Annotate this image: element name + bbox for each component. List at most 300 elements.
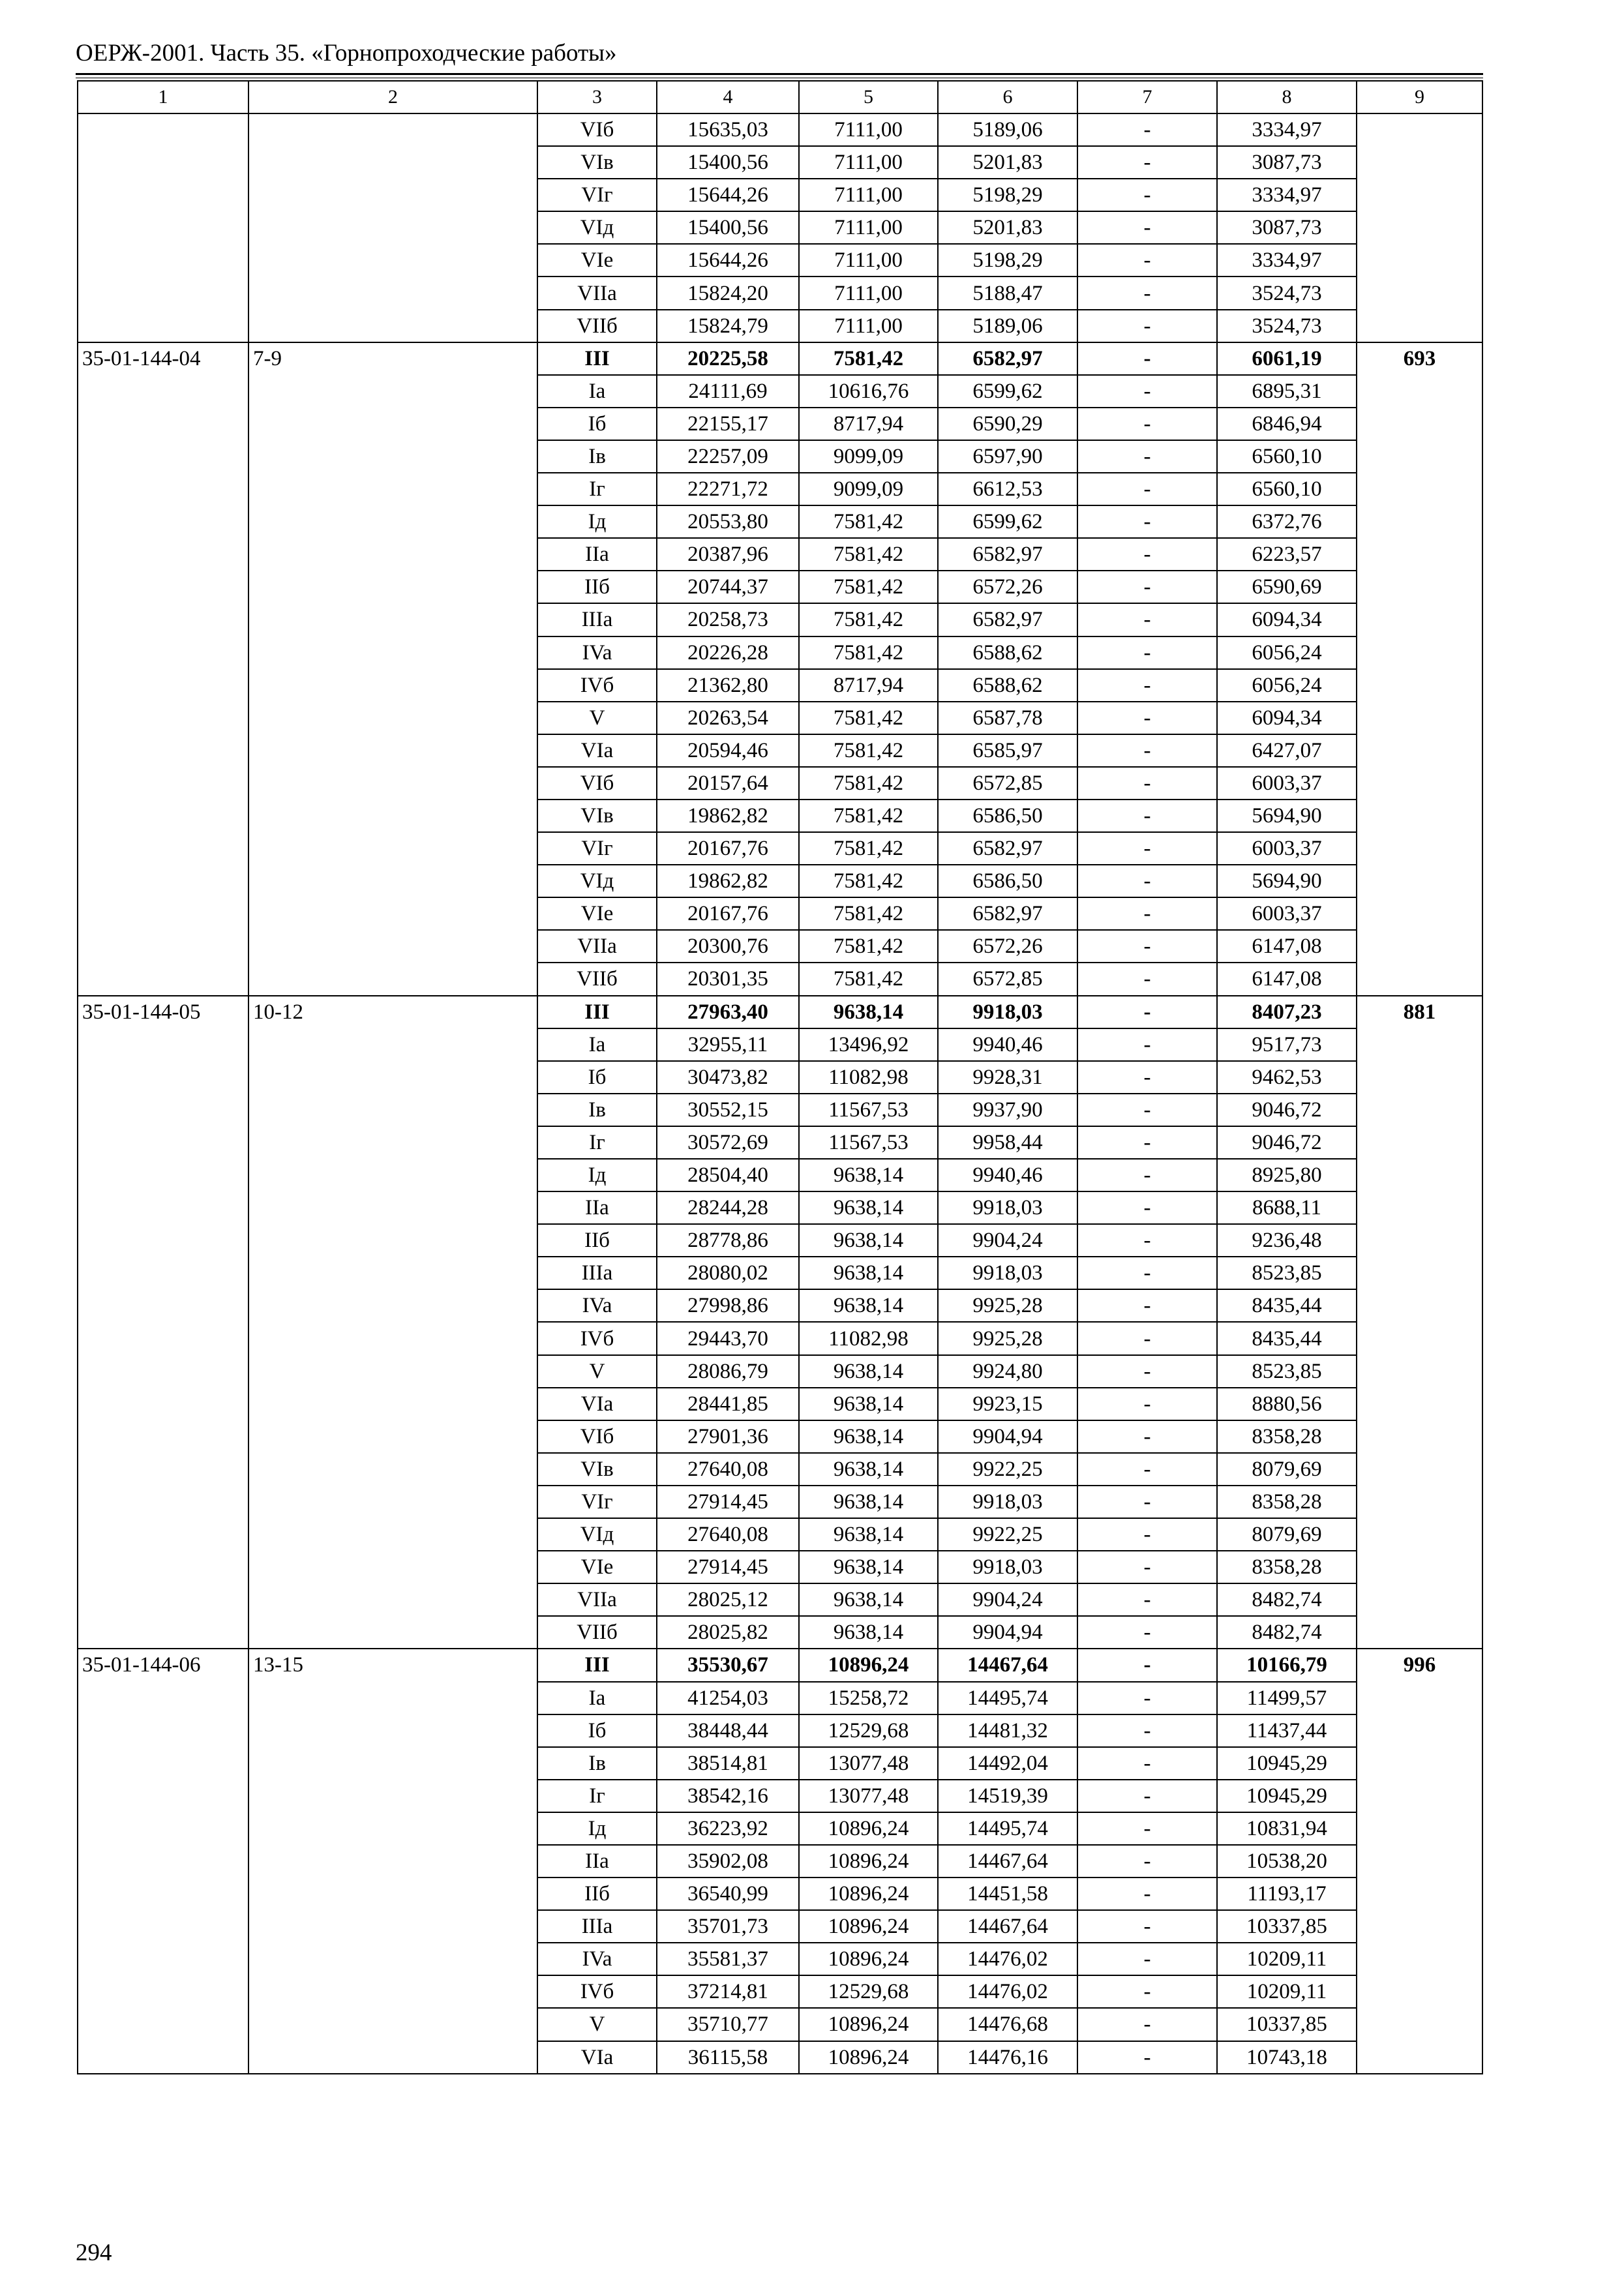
- row-class-cell: IIIa: [537, 1257, 657, 1289]
- col5-cell: 10896,24: [799, 1878, 938, 1910]
- col5-cell: 7581,42: [799, 963, 938, 995]
- col6-cell: 9918,03: [938, 1486, 1077, 1518]
- col5-cell: 12529,68: [799, 1714, 938, 1747]
- col6-cell: 9937,90: [938, 1094, 1077, 1126]
- row-class-cell: IVa: [537, 636, 657, 669]
- col6-cell: 6572,85: [938, 963, 1077, 995]
- row-class-cell: IIIa: [537, 603, 657, 636]
- col4-cell: 28025,12: [657, 1583, 799, 1616]
- col6-cell: 14467,64: [938, 1910, 1077, 1943]
- col7-cell: -: [1077, 1616, 1217, 1649]
- row-class-cell: VIб: [537, 1420, 657, 1453]
- col6-cell: 6588,62: [938, 636, 1077, 669]
- col6-cell: 5201,83: [938, 211, 1077, 244]
- col6-cell: 9922,25: [938, 1453, 1077, 1486]
- col7-cell: -: [1077, 1845, 1217, 1878]
- col4-cell: 28025,82: [657, 1616, 799, 1649]
- col4-cell: 20167,76: [657, 832, 799, 865]
- row-class-cell: VIд: [537, 865, 657, 897]
- col8-cell: 8523,85: [1217, 1355, 1357, 1388]
- col4-cell: 27914,45: [657, 1551, 799, 1583]
- col6-cell: 9918,03: [938, 1551, 1077, 1583]
- col5-cell: 9638,14: [799, 1551, 938, 1583]
- row-class-cell: IIa: [537, 1845, 657, 1878]
- col4-cell: 19862,82: [657, 800, 799, 832]
- row-class-cell: VIIб: [537, 963, 657, 995]
- col6-cell: 6597,90: [938, 440, 1077, 473]
- col6-cell: 14476,68: [938, 2008, 1077, 2041]
- col4-cell: 15824,79: [657, 310, 799, 342]
- row-class-cell: III: [537, 1649, 657, 1681]
- row-class-cell: Iг: [537, 1126, 657, 1159]
- col4-cell: 15644,26: [657, 244, 799, 277]
- row-class-cell: VIв: [537, 1453, 657, 1486]
- col8-cell: 8407,23: [1217, 996, 1357, 1028]
- col8-cell: 9046,72: [1217, 1094, 1357, 1126]
- col5-cell: 9638,14: [799, 1486, 938, 1518]
- col7-cell: -: [1077, 1322, 1217, 1354]
- row-class-cell: Iд: [537, 505, 657, 538]
- row-class-cell: V: [537, 702, 657, 734]
- column-number-row: [78, 81, 1482, 113]
- col8-cell: 6147,08: [1217, 930, 1357, 963]
- col7-cell: -: [1077, 244, 1217, 277]
- col6-cell: 14467,64: [938, 1649, 1077, 1681]
- col6-cell: 14519,39: [938, 1780, 1077, 1812]
- row-code-cell: [78, 113, 248, 342]
- col8-cell: 10945,29: [1217, 1747, 1357, 1780]
- col8-cell: 6003,37: [1217, 832, 1357, 865]
- col5-cell: 9638,14: [799, 1355, 938, 1388]
- col7-cell: -: [1077, 800, 1217, 832]
- col5-cell: 13077,48: [799, 1780, 938, 1812]
- col8-cell: 10743,18: [1217, 2041, 1357, 2074]
- col7-cell: -: [1077, 113, 1217, 146]
- row-class-cell: III: [537, 342, 657, 375]
- col8-cell: 8435,44: [1217, 1289, 1357, 1322]
- col5-cell: 9638,14: [799, 996, 938, 1028]
- col4-cell: 20744,37: [657, 571, 799, 603]
- row-class-cell: IVб: [537, 669, 657, 702]
- col7-cell: -: [1077, 1551, 1217, 1583]
- col6-cell: 6587,78: [938, 702, 1077, 734]
- col7-cell: -: [1077, 1812, 1217, 1845]
- col5-cell: 7111,00: [799, 244, 938, 277]
- row-range-cell: 13-15: [248, 1649, 537, 2073]
- row-class-cell: VIa: [537, 1388, 657, 1420]
- col8-cell: 8482,74: [1217, 1583, 1357, 1616]
- col5-cell: 7581,42: [799, 734, 938, 767]
- col4-cell: 38448,44: [657, 1714, 799, 1747]
- table-row: [78, 342, 1482, 375]
- row-class-cell: VIIa: [537, 277, 657, 309]
- col8-cell: 3334,97: [1217, 179, 1357, 211]
- row-code-cell: 35-01-144-04: [78, 342, 248, 996]
- col5-cell: 7581,42: [799, 865, 938, 897]
- col7-cell: -: [1077, 832, 1217, 865]
- row-class-cell: IVa: [537, 1289, 657, 1322]
- col7-cell: -: [1077, 1649, 1217, 1681]
- col7-cell: -: [1077, 408, 1217, 440]
- col4-cell: 24111,69: [657, 375, 799, 408]
- row-range-cell: 7-9: [248, 342, 537, 996]
- col6-cell: 6572,26: [938, 571, 1077, 603]
- col5-cell: 13077,48: [799, 1747, 938, 1780]
- col7-cell: -: [1077, 669, 1217, 702]
- col8-cell: 8358,28: [1217, 1486, 1357, 1518]
- row-class-cell: IVб: [537, 1975, 657, 2008]
- col6-cell: 14476,02: [938, 1943, 1077, 1975]
- row-class-cell: Iв: [537, 1094, 657, 1126]
- column-number: 1: [78, 81, 248, 113]
- col6-cell: 6582,97: [938, 897, 1077, 930]
- col6-cell: 6572,26: [938, 930, 1077, 963]
- col4-cell: 35701,73: [657, 1910, 799, 1943]
- col6-cell: 9922,25: [938, 1518, 1077, 1551]
- col8-cell: 6094,34: [1217, 603, 1357, 636]
- col5-cell: 9638,14: [799, 1289, 938, 1322]
- col8-cell: 9236,48: [1217, 1224, 1357, 1257]
- row-class-cell: IIб: [537, 1224, 657, 1257]
- row-class-cell: VIe: [537, 244, 657, 277]
- row-class-cell: III: [537, 996, 657, 1028]
- col5-cell: 9638,14: [799, 1583, 938, 1616]
- col4-cell: 38542,16: [657, 1780, 799, 1812]
- col7-cell: -: [1077, 1126, 1217, 1159]
- col8-cell: 8482,74: [1217, 1616, 1357, 1649]
- column-number: 3: [537, 81, 657, 113]
- col6-cell: 14481,32: [938, 1714, 1077, 1747]
- row-code-cell: 35-01-144-05: [78, 996, 248, 1649]
- col6-cell: 6588,62: [938, 669, 1077, 702]
- col6-cell: 14451,58: [938, 1878, 1077, 1910]
- row-class-cell: VIa: [537, 2041, 657, 2074]
- column-number: 5: [799, 81, 938, 113]
- col8-cell: 11499,57: [1217, 1682, 1357, 1714]
- row-class-cell: VIe: [537, 897, 657, 930]
- col7-cell: -: [1077, 1747, 1217, 1780]
- col8-cell: 3334,97: [1217, 113, 1357, 146]
- col8-cell: 8079,69: [1217, 1518, 1357, 1551]
- col7-cell: -: [1077, 1714, 1217, 1747]
- col5-cell: 7581,42: [799, 897, 938, 930]
- col7-cell: -: [1077, 505, 1217, 538]
- col4-cell: 36540,99: [657, 1878, 799, 1910]
- col4-cell: 35530,67: [657, 1649, 799, 1681]
- table-row: [78, 113, 1482, 146]
- col7-cell: -: [1077, 1583, 1217, 1616]
- col4-cell: 20301,35: [657, 963, 799, 995]
- row-class-cell: VIб: [537, 113, 657, 146]
- col4-cell: 22257,09: [657, 440, 799, 473]
- col8-cell: 9462,53: [1217, 1061, 1357, 1094]
- row-class-cell: VIд: [537, 1518, 657, 1551]
- row-class-cell: IIa: [537, 1191, 657, 1224]
- column-number: 6: [938, 81, 1077, 113]
- col6-cell: 5189,06: [938, 310, 1077, 342]
- col8-cell: 3524,73: [1217, 277, 1357, 309]
- col4-cell: 15824,20: [657, 277, 799, 309]
- col4-cell: 28244,28: [657, 1191, 799, 1224]
- col4-cell: 20263,54: [657, 702, 799, 734]
- row-class-cell: Iб: [537, 1061, 657, 1094]
- col8-cell: 8079,69: [1217, 1453, 1357, 1486]
- col7-cell: -: [1077, 211, 1217, 244]
- col5-cell: 10896,24: [799, 1845, 938, 1878]
- col8-cell: 8688,11: [1217, 1191, 1357, 1224]
- col5-cell: 10896,24: [799, 1812, 938, 1845]
- col5-cell: 7581,42: [799, 767, 938, 800]
- col4-cell: 21362,80: [657, 669, 799, 702]
- col7-cell: -: [1077, 702, 1217, 734]
- col6-cell: 9904,24: [938, 1583, 1077, 1616]
- col6-cell: 5201,83: [938, 146, 1077, 179]
- col7-cell: -: [1077, 996, 1217, 1028]
- col6-cell: 9940,46: [938, 1028, 1077, 1061]
- col6-cell: 5198,29: [938, 244, 1077, 277]
- row-col9-cell: 996: [1357, 1649, 1482, 2073]
- col7-cell: -: [1077, 1878, 1217, 1910]
- col4-cell: 27640,08: [657, 1518, 799, 1551]
- col4-cell: 15400,56: [657, 146, 799, 179]
- col8-cell: 6560,10: [1217, 473, 1357, 505]
- row-class-cell: VIб: [537, 767, 657, 800]
- col8-cell: 6094,34: [1217, 702, 1357, 734]
- col8-cell: 9046,72: [1217, 1126, 1357, 1159]
- col4-cell: 30572,69: [657, 1126, 799, 1159]
- col4-cell: 20258,73: [657, 603, 799, 636]
- col5-cell: 7581,42: [799, 930, 938, 963]
- col4-cell: 35710,77: [657, 2008, 799, 2041]
- col4-cell: 28504,40: [657, 1159, 799, 1191]
- col6-cell: 6582,97: [938, 342, 1077, 375]
- header-rule-thick: [76, 73, 1483, 75]
- col7-cell: -: [1077, 2041, 1217, 2074]
- col5-cell: 7111,00: [799, 310, 938, 342]
- col5-cell: 10616,76: [799, 375, 938, 408]
- col4-cell: 37214,81: [657, 1975, 799, 2008]
- col4-cell: 20225,58: [657, 342, 799, 375]
- col6-cell: 6586,50: [938, 800, 1077, 832]
- col6-cell: 6586,50: [938, 865, 1077, 897]
- rates-table: [77, 80, 1483, 2074]
- col8-cell: 9517,73: [1217, 1028, 1357, 1061]
- col6-cell: 6599,62: [938, 505, 1077, 538]
- row-class-cell: Iг: [537, 473, 657, 505]
- column-number: 4: [657, 81, 799, 113]
- col8-cell: 3524,73: [1217, 310, 1357, 342]
- row-class-cell: Iв: [537, 440, 657, 473]
- col4-cell: 28086,79: [657, 1355, 799, 1388]
- col4-cell: 27963,40: [657, 996, 799, 1028]
- col8-cell: 8880,56: [1217, 1388, 1357, 1420]
- col7-cell: -: [1077, 1388, 1217, 1420]
- col7-cell: -: [1077, 1191, 1217, 1224]
- col5-cell: 9638,14: [799, 1388, 938, 1420]
- col7-cell: -: [1077, 342, 1217, 375]
- col7-cell: -: [1077, 1257, 1217, 1289]
- col8-cell: 10538,20: [1217, 1845, 1357, 1878]
- col8-cell: 5694,90: [1217, 800, 1357, 832]
- col5-cell: 7111,00: [799, 211, 938, 244]
- row-class-cell: IIб: [537, 1878, 657, 1910]
- col4-cell: 38514,81: [657, 1747, 799, 1780]
- col6-cell: 9904,94: [938, 1420, 1077, 1453]
- col5-cell: 10896,24: [799, 1649, 938, 1681]
- col4-cell: 35581,37: [657, 1943, 799, 1975]
- col7-cell: -: [1077, 1943, 1217, 1975]
- col5-cell: 10896,24: [799, 1943, 938, 1975]
- col7-cell: -: [1077, 1780, 1217, 1812]
- col4-cell: 27998,86: [657, 1289, 799, 1322]
- col6-cell: 14467,64: [938, 1845, 1077, 1878]
- col6-cell: 14492,04: [938, 1747, 1077, 1780]
- col8-cell: 6003,37: [1217, 897, 1357, 930]
- col5-cell: 7581,42: [799, 800, 938, 832]
- col7-cell: -: [1077, 2008, 1217, 2041]
- row-class-cell: VIг: [537, 1486, 657, 1518]
- col4-cell: 22155,17: [657, 408, 799, 440]
- col4-cell: 32955,11: [657, 1028, 799, 1061]
- col8-cell: 6061,19: [1217, 342, 1357, 375]
- col8-cell: 10945,29: [1217, 1780, 1357, 1812]
- row-class-cell: VIIб: [537, 1616, 657, 1649]
- col8-cell: 10831,94: [1217, 1812, 1357, 1845]
- col4-cell: 20594,46: [657, 734, 799, 767]
- col8-cell: 6846,94: [1217, 408, 1357, 440]
- col5-cell: 7111,00: [799, 113, 938, 146]
- col5-cell: 7581,42: [799, 702, 938, 734]
- row-class-cell: VIг: [537, 179, 657, 211]
- column-number: 9: [1357, 81, 1482, 113]
- col5-cell: 9638,14: [799, 1616, 938, 1649]
- row-class-cell: VIг: [537, 832, 657, 865]
- col7-cell: -: [1077, 310, 1217, 342]
- row-range-cell: 10-12: [248, 996, 537, 1649]
- col4-cell: 41254,03: [657, 1682, 799, 1714]
- col5-cell: 7581,42: [799, 538, 938, 571]
- row-col9-cell: 693: [1357, 342, 1482, 996]
- col7-cell: -: [1077, 963, 1217, 995]
- col8-cell: 10337,85: [1217, 1910, 1357, 1943]
- col7-cell: -: [1077, 146, 1217, 179]
- row-class-cell: Ia: [537, 1682, 657, 1714]
- col4-cell: 30473,82: [657, 1061, 799, 1094]
- col8-cell: 6895,31: [1217, 375, 1357, 408]
- col5-cell: 11567,53: [799, 1094, 938, 1126]
- row-class-cell: IVб: [537, 1322, 657, 1354]
- col5-cell: 10896,24: [799, 2041, 938, 2074]
- col6-cell: 6572,85: [938, 767, 1077, 800]
- col4-cell: 22271,72: [657, 473, 799, 505]
- col5-cell: 7111,00: [799, 179, 938, 211]
- col6-cell: 6585,97: [938, 734, 1077, 767]
- col6-cell: 5189,06: [938, 113, 1077, 146]
- col7-cell: -: [1077, 930, 1217, 963]
- col6-cell: 9904,94: [938, 1616, 1077, 1649]
- col8-cell: 6147,08: [1217, 963, 1357, 995]
- col7-cell: -: [1077, 277, 1217, 309]
- col5-cell: 10896,24: [799, 2008, 938, 2041]
- col5-cell: 15258,72: [799, 1682, 938, 1714]
- col5-cell: 7581,42: [799, 342, 938, 375]
- col6-cell: 6599,62: [938, 375, 1077, 408]
- row-class-cell: Ia: [537, 375, 657, 408]
- col6-cell: 9918,03: [938, 1191, 1077, 1224]
- row-class-cell: V: [537, 2008, 657, 2041]
- col7-cell: -: [1077, 767, 1217, 800]
- col5-cell: 7581,42: [799, 505, 938, 538]
- col8-cell: 8358,28: [1217, 1420, 1357, 1453]
- col8-cell: 10209,11: [1217, 1943, 1357, 1975]
- row-class-cell: Iг: [537, 1780, 657, 1812]
- col7-cell: -: [1077, 897, 1217, 930]
- col5-cell: 9638,14: [799, 1224, 938, 1257]
- col5-cell: 9099,09: [799, 473, 938, 505]
- col6-cell: 14476,16: [938, 2041, 1077, 2074]
- col4-cell: 35902,08: [657, 1845, 799, 1878]
- table-row: [78, 1649, 1482, 1681]
- col8-cell: 10337,85: [1217, 2008, 1357, 2041]
- row-class-cell: VIa: [537, 734, 657, 767]
- col7-cell: -: [1077, 440, 1217, 473]
- col5-cell: 13496,92: [799, 1028, 938, 1061]
- col4-cell: 29443,70: [657, 1322, 799, 1354]
- col6-cell: 9928,31: [938, 1061, 1077, 1094]
- col7-cell: -: [1077, 1420, 1217, 1453]
- row-class-cell: Iв: [537, 1747, 657, 1780]
- col5-cell: 11567,53: [799, 1126, 938, 1159]
- row-class-cell: VIIa: [537, 930, 657, 963]
- col7-cell: -: [1077, 538, 1217, 571]
- row-class-cell: VIIб: [537, 310, 657, 342]
- row-class-cell: IIIa: [537, 1910, 657, 1943]
- col6-cell: 5188,47: [938, 277, 1077, 309]
- row-class-cell: VIв: [537, 800, 657, 832]
- row-class-cell: Iд: [537, 1159, 657, 1191]
- row-class-cell: Ia: [537, 1028, 657, 1061]
- col7-cell: -: [1077, 179, 1217, 211]
- col8-cell: 6056,24: [1217, 669, 1357, 702]
- col8-cell: 6427,07: [1217, 734, 1357, 767]
- column-number: 8: [1217, 81, 1357, 113]
- col5-cell: 9099,09: [799, 440, 938, 473]
- col7-cell: -: [1077, 1975, 1217, 2008]
- col7-cell: -: [1077, 1061, 1217, 1094]
- col8-cell: 8523,85: [1217, 1257, 1357, 1289]
- col6-cell: 14495,74: [938, 1682, 1077, 1714]
- col6-cell: 14476,02: [938, 1975, 1077, 2008]
- col5-cell: 8717,94: [799, 408, 938, 440]
- col8-cell: 8925,80: [1217, 1159, 1357, 1191]
- col6-cell: 6612,53: [938, 473, 1077, 505]
- col4-cell: 28778,86: [657, 1224, 799, 1257]
- col7-cell: -: [1077, 1224, 1217, 1257]
- col7-cell: -: [1077, 1289, 1217, 1322]
- col8-cell: 11193,17: [1217, 1878, 1357, 1910]
- col4-cell: 20157,64: [657, 767, 799, 800]
- col5-cell: 9638,14: [799, 1257, 938, 1289]
- col8-cell: 8435,44: [1217, 1322, 1357, 1354]
- col4-cell: 20226,28: [657, 636, 799, 669]
- page-number: 294: [76, 2239, 112, 2266]
- col5-cell: 7581,42: [799, 636, 938, 669]
- col4-cell: 28441,85: [657, 1388, 799, 1420]
- col8-cell: 3087,73: [1217, 146, 1357, 179]
- col7-cell: -: [1077, 473, 1217, 505]
- col8-cell: 6056,24: [1217, 636, 1357, 669]
- col5-cell: 9638,14: [799, 1191, 938, 1224]
